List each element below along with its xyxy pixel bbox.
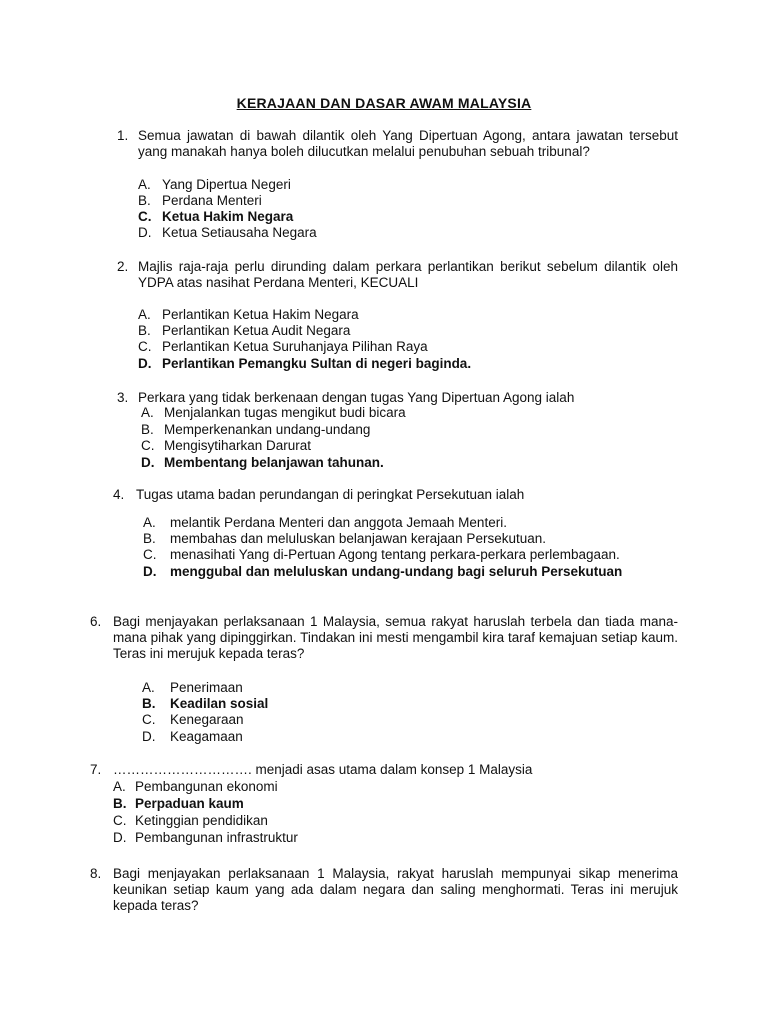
- option-text: melantik Perdana Menteri dan anggota Jemaah Menteri.: [170, 515, 507, 530]
- question-number: 6.: [90, 614, 102, 629]
- option-text-answer: Membentang belanjawan tahunan.: [164, 455, 384, 470]
- option-text: Pembangunan infrastruktur: [135, 830, 298, 845]
- option-text: menasihati Yang di-Pertuan Agong tentang perkara-perkara perlembagaan.: [170, 547, 620, 562]
- option-text: Memperkenankan undang-undang: [164, 422, 371, 437]
- option-text: Keagamaan: [170, 729, 243, 744]
- option-letter: A.: [142, 680, 155, 695]
- option-letter: C.: [143, 547, 157, 562]
- option-letter: D.: [143, 564, 157, 579]
- option-letter: C.: [138, 339, 152, 354]
- question-text: Majlis raja-raja perlu dirunding dalam perkara perlantikan berikut sebelum dilantik oleh YDPA atas nasihat Perdana Menteri, KECUALI: [138, 259, 678, 290]
- option-text: Perlantikan Ketua Hakim Negara: [162, 307, 359, 322]
- option-text-answer: Perlantikan Pemangku Sultan di negeri baginda.: [162, 356, 472, 371]
- option-letter: D.: [138, 225, 152, 240]
- option-letter: D.: [141, 455, 155, 470]
- option-letter: D.: [138, 356, 152, 371]
- option-letter: C.: [138, 209, 152, 224]
- option-text-answer: menggubal dan meluluskan undang-undang bagi seluruh Persekutuan: [170, 564, 623, 579]
- option-text: membahas dan meluluskan belanjawan kerajaan Persekutuan.: [170, 531, 546, 546]
- option-text-answer: Ketua Hakim Negara: [162, 209, 294, 224]
- option-letter: B.: [143, 531, 156, 546]
- option-letter: A.: [138, 177, 151, 192]
- option-letter: C.: [142, 712, 156, 727]
- option-letter: C.: [141, 438, 155, 453]
- question-number: 2.: [117, 259, 129, 274]
- option-text: Penerimaan: [170, 680, 243, 695]
- option-letter: B.: [142, 696, 156, 711]
- option-letter: A.: [113, 779, 126, 794]
- option-text-answer: Keadilan sosial: [170, 696, 269, 711]
- option-text: Perdana Menteri: [162, 193, 262, 208]
- option-letter: B.: [138, 323, 151, 338]
- option-text: Mengisytiharkan Darurat: [164, 438, 312, 453]
- option-text-answer: Perpaduan kaum: [135, 796, 244, 811]
- option-text: Ketua Setiausaha Negara: [162, 225, 317, 240]
- question-number: 3.: [117, 390, 129, 405]
- option-text: Ketinggian pendidikan: [135, 813, 268, 828]
- option-letter: D.: [113, 830, 127, 845]
- question-text: …………………………. menjadi asas utama dalam konsep 1 Malaysia: [113, 762, 533, 777]
- question-number: 7.: [90, 762, 102, 777]
- question-text: Tugas utama badan perundangan di peringkat Persekutuan ialah: [136, 487, 525, 502]
- option-letter: C.: [113, 813, 127, 828]
- option-letter: B.: [141, 422, 154, 437]
- option-text: Perlantikan Ketua Audit Negara: [162, 323, 351, 338]
- option-text: Kenegaraan: [170, 712, 244, 727]
- option-text: Pembangunan ekonomi: [135, 779, 278, 794]
- option-letter: B.: [113, 796, 127, 811]
- question-text: Semua jawatan di bawah dilantik oleh Yang Dipertuan Agong, antara jawatan tersebut yang manakah hanya boleh dilucutkan melalui penubuhan sebuah tribunal?: [138, 128, 678, 159]
- question-text: Bagi menjayakan perlaksanaan 1 Malaysia, semua rakyat haruslah terbela dan tiada mana-mana pihak yang dipinggirkan. Tindakan ini mesti mengambil kira taraf kemajuan setiap kaum. Teras ini merujuk kepada teras?: [113, 614, 678, 661]
- option-text: Menjalankan tugas mengikut budi bicara: [164, 405, 406, 420]
- option-letter: A.: [143, 515, 156, 530]
- option-letter: B.: [138, 193, 151, 208]
- option-letter: A.: [138, 307, 151, 322]
- option-text: Perlantikan Ketua Suruhanjaya Pilihan Raya: [162, 339, 428, 354]
- question-number: 4.: [113, 487, 125, 502]
- option-letter: A.: [141, 405, 154, 420]
- question-number: 1.: [117, 128, 129, 143]
- question-text: Bagi menjayakan perlaksanaan 1 Malaysia, rakyat haruslah mempunyai sikap menerima keunikan setiap kaum yang ada dalam negara dan saling menghormati. Teras ini merujuk kepada teras?: [113, 866, 678, 913]
- option-letter: D.: [142, 729, 156, 744]
- question-text: Perkara yang tidak berkenaan dengan tugas Yang Dipertuan Agong ialah: [138, 390, 575, 405]
- question-number: 8.: [90, 866, 102, 881]
- option-text: Yang Dipertua Negeri: [162, 177, 291, 192]
- page-title: KERAJAAN DAN DASAR AWAM MALAYSIA: [236, 95, 532, 111]
